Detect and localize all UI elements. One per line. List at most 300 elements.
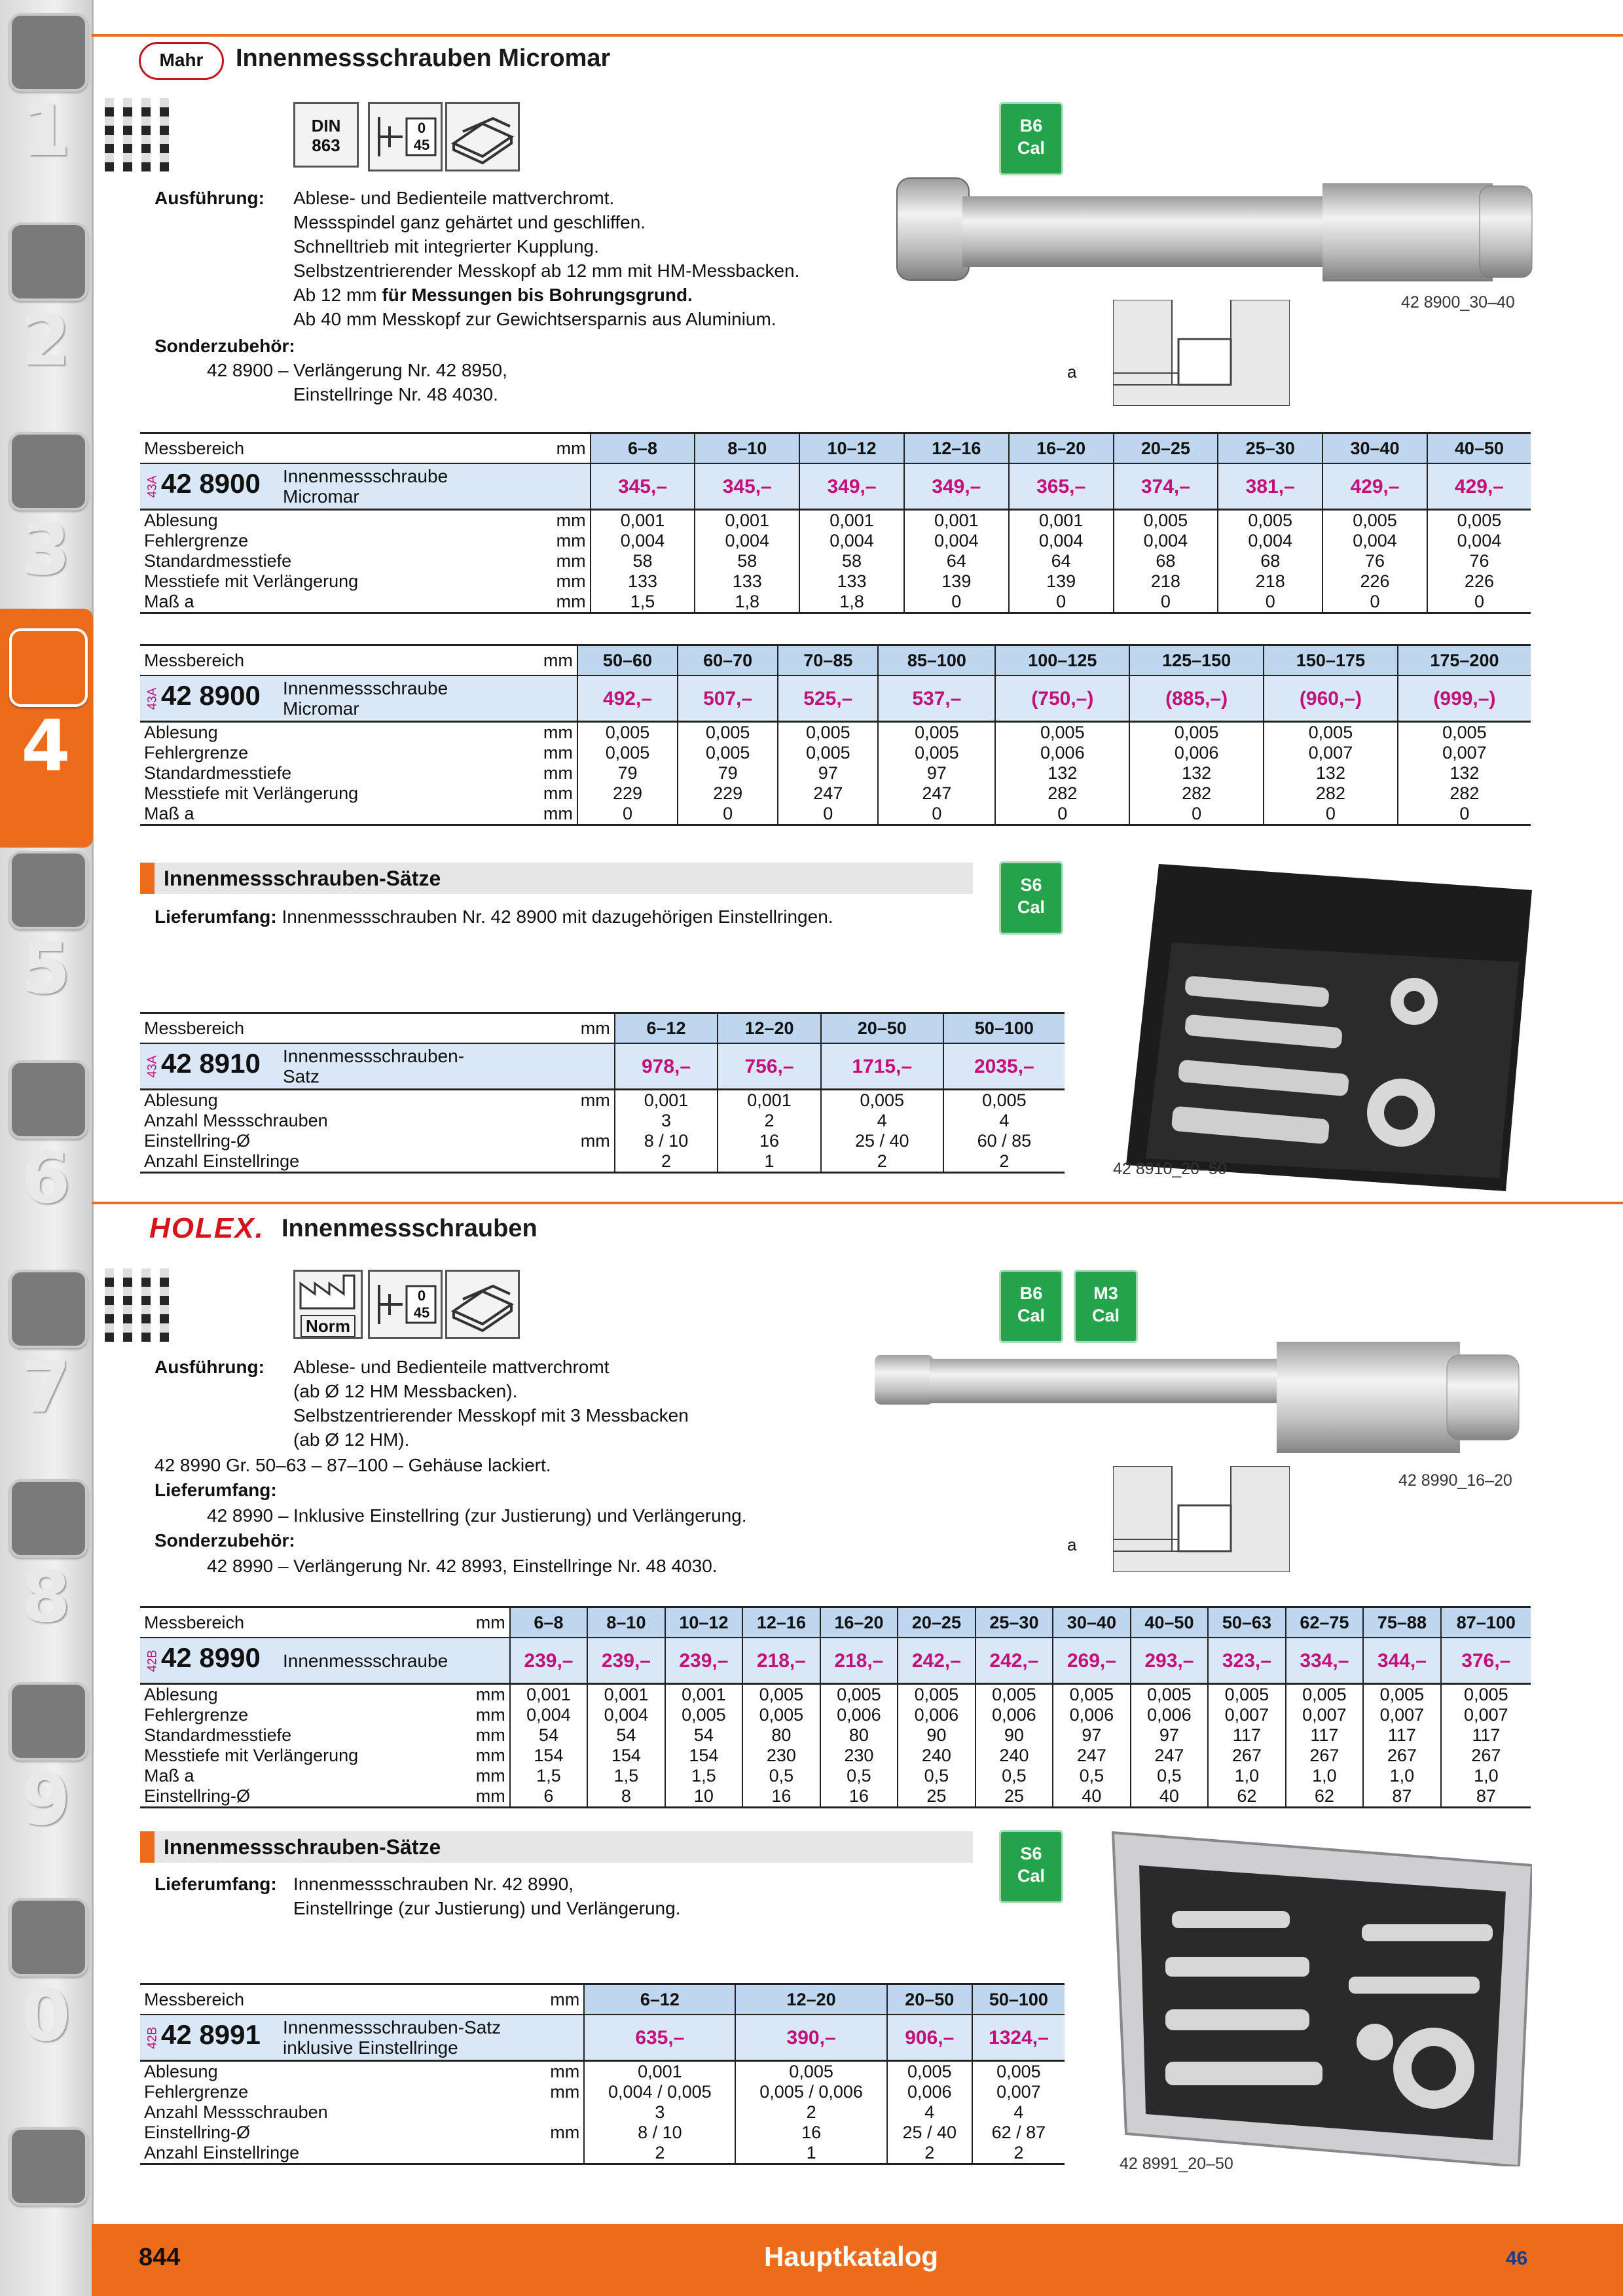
qr-code[interactable] bbox=[105, 98, 178, 171]
liefer-line: Einstellringe (zur Justierung) und Verlängerung. bbox=[293, 1898, 681, 1918]
range-cell: 12–20 bbox=[718, 1013, 821, 1044]
spec-value: 2 bbox=[584, 2143, 735, 2164]
range-cell: 10–12 bbox=[799, 433, 904, 464]
spec-value: 2 bbox=[821, 1151, 943, 1173]
spec-row bbox=[140, 783, 1531, 804]
spec-value: 0,004 bbox=[1322, 531, 1427, 551]
dim-a-label: a bbox=[1067, 362, 1077, 382]
spec-row bbox=[140, 1746, 1531, 1766]
spec-value: 4 bbox=[972, 2102, 1065, 2123]
spec-row bbox=[140, 531, 1531, 551]
spec-value: 2 bbox=[718, 1111, 821, 1131]
spec-value: 54 bbox=[587, 1725, 665, 1746]
ausfuehrung-line: Schnelltrieb mit integrierter Kupplung. bbox=[293, 236, 599, 257]
spec-value: 133 bbox=[695, 571, 799, 592]
spec-value: 132 bbox=[1264, 763, 1398, 783]
price-cell: 345,– bbox=[695, 463, 799, 510]
case-pictogram bbox=[445, 1270, 520, 1339]
spec-label: Messtiefe mit Verlängerung bbox=[144, 571, 359, 591]
spec-value: 0 bbox=[678, 804, 778, 825]
article-number-cell bbox=[140, 463, 279, 510]
spec-unit: mm bbox=[475, 1746, 505, 1765]
spec-value: 64 bbox=[904, 551, 1009, 571]
price-cell: 1715,– bbox=[821, 1043, 943, 1090]
price-cell: (885,–) bbox=[1129, 675, 1264, 722]
spec-value: 267 bbox=[1441, 1746, 1531, 1766]
spec-row bbox=[140, 804, 1531, 825]
range-cell: 6–8 bbox=[510, 1607, 587, 1638]
spec-value: 80 bbox=[742, 1725, 820, 1746]
chapter-number[interactable]: 6 bbox=[21, 1138, 71, 1219]
price-cell: 525,– bbox=[778, 675, 878, 722]
sonder-text: Verlängerung Nr. 42 8993, Einstellringe Nr. 48 4030. bbox=[293, 1556, 718, 1576]
article-number-cell bbox=[140, 2015, 279, 2061]
spec-value: 87 bbox=[1363, 1786, 1441, 1808]
spec-value: 0,006 bbox=[820, 1705, 898, 1725]
spec-value: 0,005 bbox=[898, 1684, 976, 1706]
spec-value: 0,005 bbox=[943, 1090, 1065, 1111]
range-cell: 6–8 bbox=[591, 433, 695, 464]
factory-icon bbox=[295, 1272, 361, 1311]
spec-label: Ablesung bbox=[144, 1685, 218, 1704]
spec-table-42-8990 bbox=[140, 1606, 1531, 1808]
product-row bbox=[140, 463, 1531, 510]
spec-value: 0,007 bbox=[1441, 1705, 1531, 1725]
spec-value: 0,006 bbox=[1053, 1705, 1131, 1725]
image-caption: 42 8910_20–50 bbox=[1113, 1160, 1227, 1178]
ausfuehrung-line: Ablese- und Bedienteile mattverchromt. bbox=[293, 188, 615, 208]
ausfuehrung-line: Messspindel ganz gehärtet und geschliffen. bbox=[293, 212, 646, 232]
chapter-number[interactable]: 7 bbox=[21, 1347, 71, 1429]
price-cell: 349,– bbox=[799, 463, 904, 510]
spec-row bbox=[140, 1151, 1065, 1173]
spec-value: 240 bbox=[898, 1746, 976, 1766]
table-header-row bbox=[140, 1607, 1531, 1638]
spec-value: 0,005 bbox=[1322, 510, 1427, 531]
spec-value: 0 bbox=[1009, 592, 1114, 613]
spec-value: 0,005 bbox=[820, 1684, 898, 1706]
header-label: Messbereich bbox=[140, 1607, 437, 1638]
table-header-row bbox=[140, 1984, 1065, 2015]
spec-value: 3 bbox=[584, 2102, 735, 2123]
article-number: 42 8900 bbox=[161, 468, 261, 499]
spec-value: 79 bbox=[577, 763, 678, 783]
spec-value: 8 / 10 bbox=[584, 2123, 735, 2143]
spec-unit: mm bbox=[550, 2123, 580, 2142]
page-number: 844 bbox=[139, 2244, 181, 2271]
spec-label: Einstellring-Ø bbox=[144, 2123, 251, 2142]
spec-value: 247 bbox=[1053, 1746, 1131, 1766]
spec-value: 1,5 bbox=[591, 592, 695, 613]
ausfuehrung-line bbox=[293, 283, 693, 307]
housing-note: 42 8990 Gr. 50–63 – 87–100 – Gehäuse lackiert. bbox=[155, 1455, 551, 1475]
product-name-line: Innenmessschraube bbox=[283, 678, 448, 698]
spec-value: 76 bbox=[1427, 551, 1531, 571]
spec-value: 282 bbox=[1129, 783, 1264, 804]
spec-value: 0,001 bbox=[591, 510, 695, 531]
spec-label: Fehlergrenze bbox=[144, 1705, 249, 1725]
chapter-number[interactable]: 9 bbox=[21, 1759, 71, 1841]
spec-value: 62 bbox=[1208, 1786, 1286, 1808]
chapter-number[interactable]: 0 bbox=[21, 1975, 71, 2057]
text-run: Ab 12 mm bbox=[293, 285, 382, 305]
price-cell: 239,– bbox=[665, 1638, 743, 1684]
chapter-number[interactable]: 4 bbox=[21, 706, 71, 787]
price-cell: 390,– bbox=[735, 2015, 886, 2061]
spec-row bbox=[140, 2123, 1065, 2143]
header-unit: mm bbox=[437, 1607, 509, 1638]
spec-value: 267 bbox=[1208, 1746, 1286, 1766]
spec-value: 0,004 bbox=[1218, 531, 1322, 551]
price-cell: 242,– bbox=[976, 1638, 1053, 1684]
spec-value: 54 bbox=[665, 1725, 743, 1746]
range-cell: 175–200 bbox=[1398, 645, 1531, 676]
spec-value: 0,5 bbox=[1131, 1766, 1209, 1786]
price-cell: 374,– bbox=[1114, 463, 1218, 510]
spec-value: 62 / 87 bbox=[972, 2123, 1065, 2143]
spec-value: 0,004 / 0,005 bbox=[584, 2082, 735, 2102]
chapter-number[interactable]: 5 bbox=[21, 928, 71, 1010]
spec-value: 0 bbox=[1129, 804, 1264, 825]
spec-value: 229 bbox=[678, 783, 778, 804]
spec-value: 0,006 bbox=[1131, 1705, 1209, 1725]
spec-row bbox=[140, 1725, 1531, 1746]
spec-value: 0,007 bbox=[1208, 1705, 1286, 1725]
product-name-cell bbox=[279, 1043, 615, 1090]
spec-value: 139 bbox=[904, 571, 1009, 592]
spec-value: 133 bbox=[591, 571, 695, 592]
spec-value: 133 bbox=[799, 571, 904, 592]
price-cell: 365,– bbox=[1009, 463, 1114, 510]
spec-table-42-8900-b bbox=[140, 644, 1531, 826]
badge-top: B6 bbox=[1019, 116, 1043, 135]
price-cell: (999,–) bbox=[1398, 675, 1531, 722]
spec-value: 247 bbox=[778, 783, 878, 804]
subheading-sets: Innenmessschrauben-Sätze bbox=[140, 1831, 973, 1863]
product-name-line: Innenmessschrauben-Satz bbox=[283, 2017, 501, 2037]
spec-value: 0,005 bbox=[878, 722, 995, 744]
price-cell: 239,– bbox=[510, 1638, 587, 1684]
spec-value: 117 bbox=[1208, 1725, 1286, 1746]
range-cell: 75–88 bbox=[1363, 1607, 1441, 1638]
spec-value: 0,5 bbox=[820, 1766, 898, 1786]
price-cell: 376,– bbox=[1441, 1638, 1531, 1684]
spec-label: Fehlergrenze bbox=[144, 743, 249, 762]
drill-icon[interactable] bbox=[9, 13, 88, 92]
price-cell: 293,– bbox=[1131, 1638, 1209, 1684]
price-cell: 344,– bbox=[1363, 1638, 1441, 1684]
spec-table-42-8910 bbox=[140, 1012, 1065, 1174]
case-icon bbox=[447, 1272, 518, 1337]
spec-value: 0,005 bbox=[1114, 510, 1218, 531]
range-cell: 8–10 bbox=[587, 1607, 665, 1638]
section-divider bbox=[92, 34, 1623, 37]
spec-value: 16 bbox=[718, 1131, 821, 1151]
spec-unit bbox=[474, 1151, 614, 1173]
spec-label: Maß a bbox=[140, 592, 493, 613]
sonder-item: 42 8900 – bbox=[207, 360, 289, 380]
range-cell: 20–25 bbox=[1114, 433, 1218, 464]
spec-label: Standardmesstiefe bbox=[144, 763, 292, 783]
price-cell: 507,– bbox=[678, 675, 778, 722]
spec-value: 0,004 bbox=[904, 531, 1009, 551]
header-label: Messbereich bbox=[140, 1013, 474, 1044]
price-cell: 218,– bbox=[820, 1638, 898, 1684]
spec-row bbox=[140, 1786, 1531, 1808]
spec-value: 154 bbox=[587, 1746, 665, 1766]
spec-row bbox=[140, 551, 1531, 571]
price-cell: 334,– bbox=[1286, 1638, 1364, 1684]
range-cell: 125–150 bbox=[1129, 645, 1264, 676]
spec-value: 0 bbox=[778, 804, 878, 825]
liefer-line: Innenmessschrauben Nr. 42 8990, bbox=[293, 1874, 574, 1894]
range-cell: 12–16 bbox=[742, 1607, 820, 1638]
spec-value: 229 bbox=[577, 783, 678, 804]
saw-disc-icon[interactable] bbox=[9, 851, 88, 929]
spec-row bbox=[140, 743, 1531, 763]
pliers-icon[interactable] bbox=[9, 1270, 88, 1348]
spec-value: 282 bbox=[1264, 783, 1398, 804]
spec-value: 0,5 bbox=[742, 1766, 820, 1786]
spec-value: 0,004 bbox=[695, 531, 799, 551]
spec-value: 0 bbox=[1427, 592, 1531, 613]
spec-value: 0,007 bbox=[1286, 1705, 1364, 1725]
price-cell: 978,– bbox=[615, 1043, 718, 1090]
badge-bottom: Cal bbox=[1017, 138, 1046, 158]
spec-value: 1 bbox=[718, 1151, 821, 1173]
spec-value: 230 bbox=[742, 1746, 820, 1766]
micrometer-product-image bbox=[871, 1335, 1525, 1460]
header-unit: mm bbox=[474, 1013, 614, 1044]
spec-value: 2 bbox=[887, 2143, 972, 2164]
spec-value: 0,005 bbox=[1218, 510, 1322, 531]
spec-value: 87 bbox=[1441, 1786, 1531, 1808]
spec-label: Anzahl Messschrauben bbox=[144, 1111, 328, 1130]
spec-value: 0,005 bbox=[665, 1705, 743, 1725]
spec-value: 0 bbox=[1398, 804, 1531, 825]
spec-value: 0,005 bbox=[678, 743, 778, 763]
spec-value: 1,0 bbox=[1441, 1766, 1531, 1786]
spec-value: 0,004 bbox=[587, 1705, 665, 1725]
spec-value: 40 bbox=[1131, 1786, 1209, 1808]
article-code: 43A bbox=[145, 475, 160, 498]
spec-value: 154 bbox=[665, 1746, 743, 1766]
spec-value: 1,5 bbox=[510, 1766, 587, 1786]
spec-label: Anzahl Einstellringe bbox=[140, 1151, 474, 1173]
spec-value: 267 bbox=[1286, 1746, 1364, 1766]
spec-label: Standardmesstiefe bbox=[144, 1725, 292, 1745]
range-cell: 20–50 bbox=[821, 1013, 943, 1044]
spec-value: 0,5 bbox=[976, 1766, 1053, 1786]
product-row bbox=[140, 1638, 1531, 1684]
header-label: Messbereich bbox=[140, 433, 493, 464]
spec-value: 282 bbox=[995, 783, 1129, 804]
ausfuehrung-line: Selbstzentrierender Messkopf mit 3 Messbacken bbox=[293, 1405, 689, 1426]
m3-cal-badge bbox=[1074, 1270, 1138, 1343]
spec-value: 0,005 bbox=[1131, 1684, 1209, 1706]
spec-value: 60 / 85 bbox=[943, 1131, 1065, 1151]
spec-value: 40 bbox=[1053, 1786, 1131, 1808]
sonder-line: Einstellringe Nr. 48 4030. bbox=[293, 384, 498, 404]
article-number-cell bbox=[140, 675, 279, 722]
cabinet-icon[interactable] bbox=[9, 1682, 88, 1761]
range-cell: 6–12 bbox=[615, 1013, 718, 1044]
spec-value: 1,5 bbox=[665, 1766, 743, 1786]
toolbox-icon[interactable] bbox=[9, 1479, 88, 1558]
wrench-icon[interactable] bbox=[9, 1060, 88, 1139]
range-cell: 85–100 bbox=[878, 645, 995, 676]
chapter-number[interactable]: 1 bbox=[21, 90, 71, 172]
price-cell: 269,– bbox=[1053, 1638, 1131, 1684]
spec-value: 2 bbox=[972, 2143, 1065, 2164]
spec-value: 0,006 bbox=[995, 743, 1129, 763]
spec-value: 0,005 bbox=[887, 2061, 972, 2083]
safety-glasses-icon[interactable] bbox=[9, 1898, 88, 1977]
spec-value: 117 bbox=[1286, 1725, 1364, 1746]
set-case-image bbox=[1113, 851, 1532, 1191]
spec-value: 0,005 bbox=[742, 1705, 820, 1725]
range-cell: 150–175 bbox=[1264, 645, 1398, 676]
spec-value: 154 bbox=[510, 1746, 587, 1766]
spec-unit: mm bbox=[475, 1705, 505, 1725]
spec-value: 79 bbox=[678, 763, 778, 783]
spec-value: 2 bbox=[943, 1151, 1065, 1173]
caliper-icon[interactable] bbox=[9, 628, 88, 707]
spec-row bbox=[140, 763, 1531, 783]
price-cell: 2035,– bbox=[943, 1043, 1065, 1090]
chapter-number[interactable]: 2 bbox=[21, 300, 71, 382]
range-cell: 8–10 bbox=[695, 433, 799, 464]
spec-value: 0,001 bbox=[584, 2061, 735, 2083]
price-cell: (750,–) bbox=[995, 675, 1129, 722]
section-divider bbox=[92, 1202, 1623, 1204]
spec-value: 0,007 bbox=[1398, 743, 1531, 763]
spec-row bbox=[140, 571, 1531, 592]
chapter-number[interactable]: 8 bbox=[21, 1556, 71, 1638]
spec-value: 0,004 bbox=[1427, 531, 1531, 551]
sonderzubehoer-label: Sonderzubehör: bbox=[155, 1530, 295, 1551]
header-unit: mm bbox=[484, 645, 577, 676]
spec-value: 0,001 bbox=[695, 510, 799, 531]
scale-pictogram bbox=[368, 1270, 443, 1339]
spec-value: 8 bbox=[587, 1786, 665, 1808]
spec-value: 0,006 bbox=[976, 1705, 1053, 1725]
spec-value: 0,005 bbox=[778, 722, 878, 744]
spec-value: 282 bbox=[1398, 783, 1531, 804]
ausfuehrung-line: Ab 40 mm Messkopf zur Gewichtsersparnis aus Aluminium. bbox=[293, 309, 776, 329]
qr-code[interactable] bbox=[105, 1268, 178, 1342]
range-cell: 60–70 bbox=[678, 645, 778, 676]
spec-label: Maß a bbox=[140, 804, 484, 825]
spec-value: 16 bbox=[742, 1786, 820, 1808]
range-cell: 100–125 bbox=[995, 645, 1129, 676]
spec-value: 16 bbox=[820, 1786, 898, 1808]
spec-value: 97 bbox=[1131, 1725, 1209, 1746]
chapter-number[interactable]: 3 bbox=[21, 509, 71, 591]
spec-value: 0,005 bbox=[1053, 1684, 1131, 1706]
insert-icon[interactable] bbox=[9, 223, 88, 301]
price-cell: 345,– bbox=[591, 463, 695, 510]
table-header-row bbox=[140, 645, 1531, 676]
range-cell: 12–16 bbox=[904, 433, 1009, 464]
lieferumfang-label: Lieferumfang: bbox=[155, 1480, 277, 1500]
spec-label: Standardmesstiefe bbox=[144, 551, 292, 571]
spec-value: 0,006 bbox=[1129, 743, 1264, 763]
product-name-line: Micromar bbox=[283, 486, 359, 507]
image-caption: 42 8990_16–20 bbox=[1398, 1471, 1512, 1490]
ausfuehrung-label: Ausführung: bbox=[155, 188, 264, 208]
spec-value: 0,006 bbox=[887, 2082, 972, 2102]
range-cell: 50–100 bbox=[943, 1013, 1065, 1044]
b6-cal-badge bbox=[999, 102, 1063, 175]
ausfuehrung-line: Selbstzentrierender Messkopf ab 12 mm mit HM-Messbacken. bbox=[293, 260, 800, 281]
spec-value: 0,004 bbox=[510, 1705, 587, 1725]
s6-cal-badge bbox=[999, 861, 1063, 935]
range-cell: 20–50 bbox=[887, 1984, 972, 2015]
section-title: Innenmessschrauben bbox=[282, 1215, 538, 1242]
spec-unit: mm bbox=[556, 531, 586, 550]
range-cell: 30–40 bbox=[1053, 1607, 1131, 1638]
spec-value: 80 bbox=[820, 1725, 898, 1746]
range-cell: 20–25 bbox=[898, 1607, 976, 1638]
spec-unit: mm bbox=[493, 592, 591, 613]
spec-value: 247 bbox=[1131, 1746, 1209, 1766]
spec-value: 58 bbox=[591, 551, 695, 571]
price-cell: 429,– bbox=[1427, 463, 1531, 510]
range-cell: 16–20 bbox=[1009, 433, 1114, 464]
price-cell: 239,– bbox=[587, 1638, 665, 1684]
range-cell: 12–20 bbox=[735, 1984, 886, 2015]
spec-value: 0 bbox=[577, 804, 678, 825]
spec-value: 0,5 bbox=[898, 1766, 976, 1786]
spec-value: 0,5 bbox=[1053, 1766, 1131, 1786]
price-cell: (960,–) bbox=[1264, 675, 1398, 722]
spec-value: 4 bbox=[821, 1111, 943, 1131]
ausfuehrung-label: Ausführung: bbox=[155, 1357, 264, 1377]
spec-value: 117 bbox=[1363, 1725, 1441, 1746]
article-number: 42 8910 bbox=[161, 1048, 261, 1079]
spec-unit: mm bbox=[543, 783, 573, 803]
spec-value: 0,004 bbox=[591, 531, 695, 551]
spec-value: 0 bbox=[1218, 592, 1322, 613]
badge-bottom: Cal bbox=[1017, 1866, 1046, 1886]
spec-row bbox=[140, 2143, 1065, 2164]
spec-unit: mm bbox=[556, 551, 586, 571]
spec-unit: mm bbox=[550, 2062, 580, 2081]
spec-value: 0 bbox=[1322, 592, 1427, 613]
lieferumfang-text: Innenmessschrauben Nr. 42 8900 mit dazugehörigen Einstellringen. bbox=[282, 906, 833, 927]
info-icon[interactable] bbox=[9, 2127, 88, 2206]
footer-code: 46 bbox=[1506, 2248, 1528, 2269]
article-code: 42B bbox=[145, 2026, 160, 2049]
spec-value: 0 bbox=[1264, 804, 1398, 825]
micrometer-product-image bbox=[890, 170, 1539, 295]
sonderzubehoer-label: Sonderzubehör: bbox=[155, 336, 295, 356]
chuck-icon[interactable] bbox=[9, 432, 88, 511]
spec-value: 247 bbox=[878, 783, 995, 804]
spec-value: 10 bbox=[665, 1786, 743, 1808]
din-863-pictogram: DIN 863 bbox=[293, 102, 359, 168]
article-number-cell bbox=[140, 1638, 279, 1684]
spec-row bbox=[140, 1131, 1065, 1151]
spec-row bbox=[140, 1090, 1065, 1111]
spec-unit bbox=[456, 2102, 584, 2123]
spec-value: 0 bbox=[1114, 592, 1218, 613]
price-cell: 429,– bbox=[1322, 463, 1427, 510]
ausfuehrung-line: (ab Ø 12 HM). bbox=[293, 1429, 410, 1450]
badge-bottom: Cal bbox=[1091, 1306, 1120, 1325]
spec-value: 240 bbox=[976, 1746, 1053, 1766]
